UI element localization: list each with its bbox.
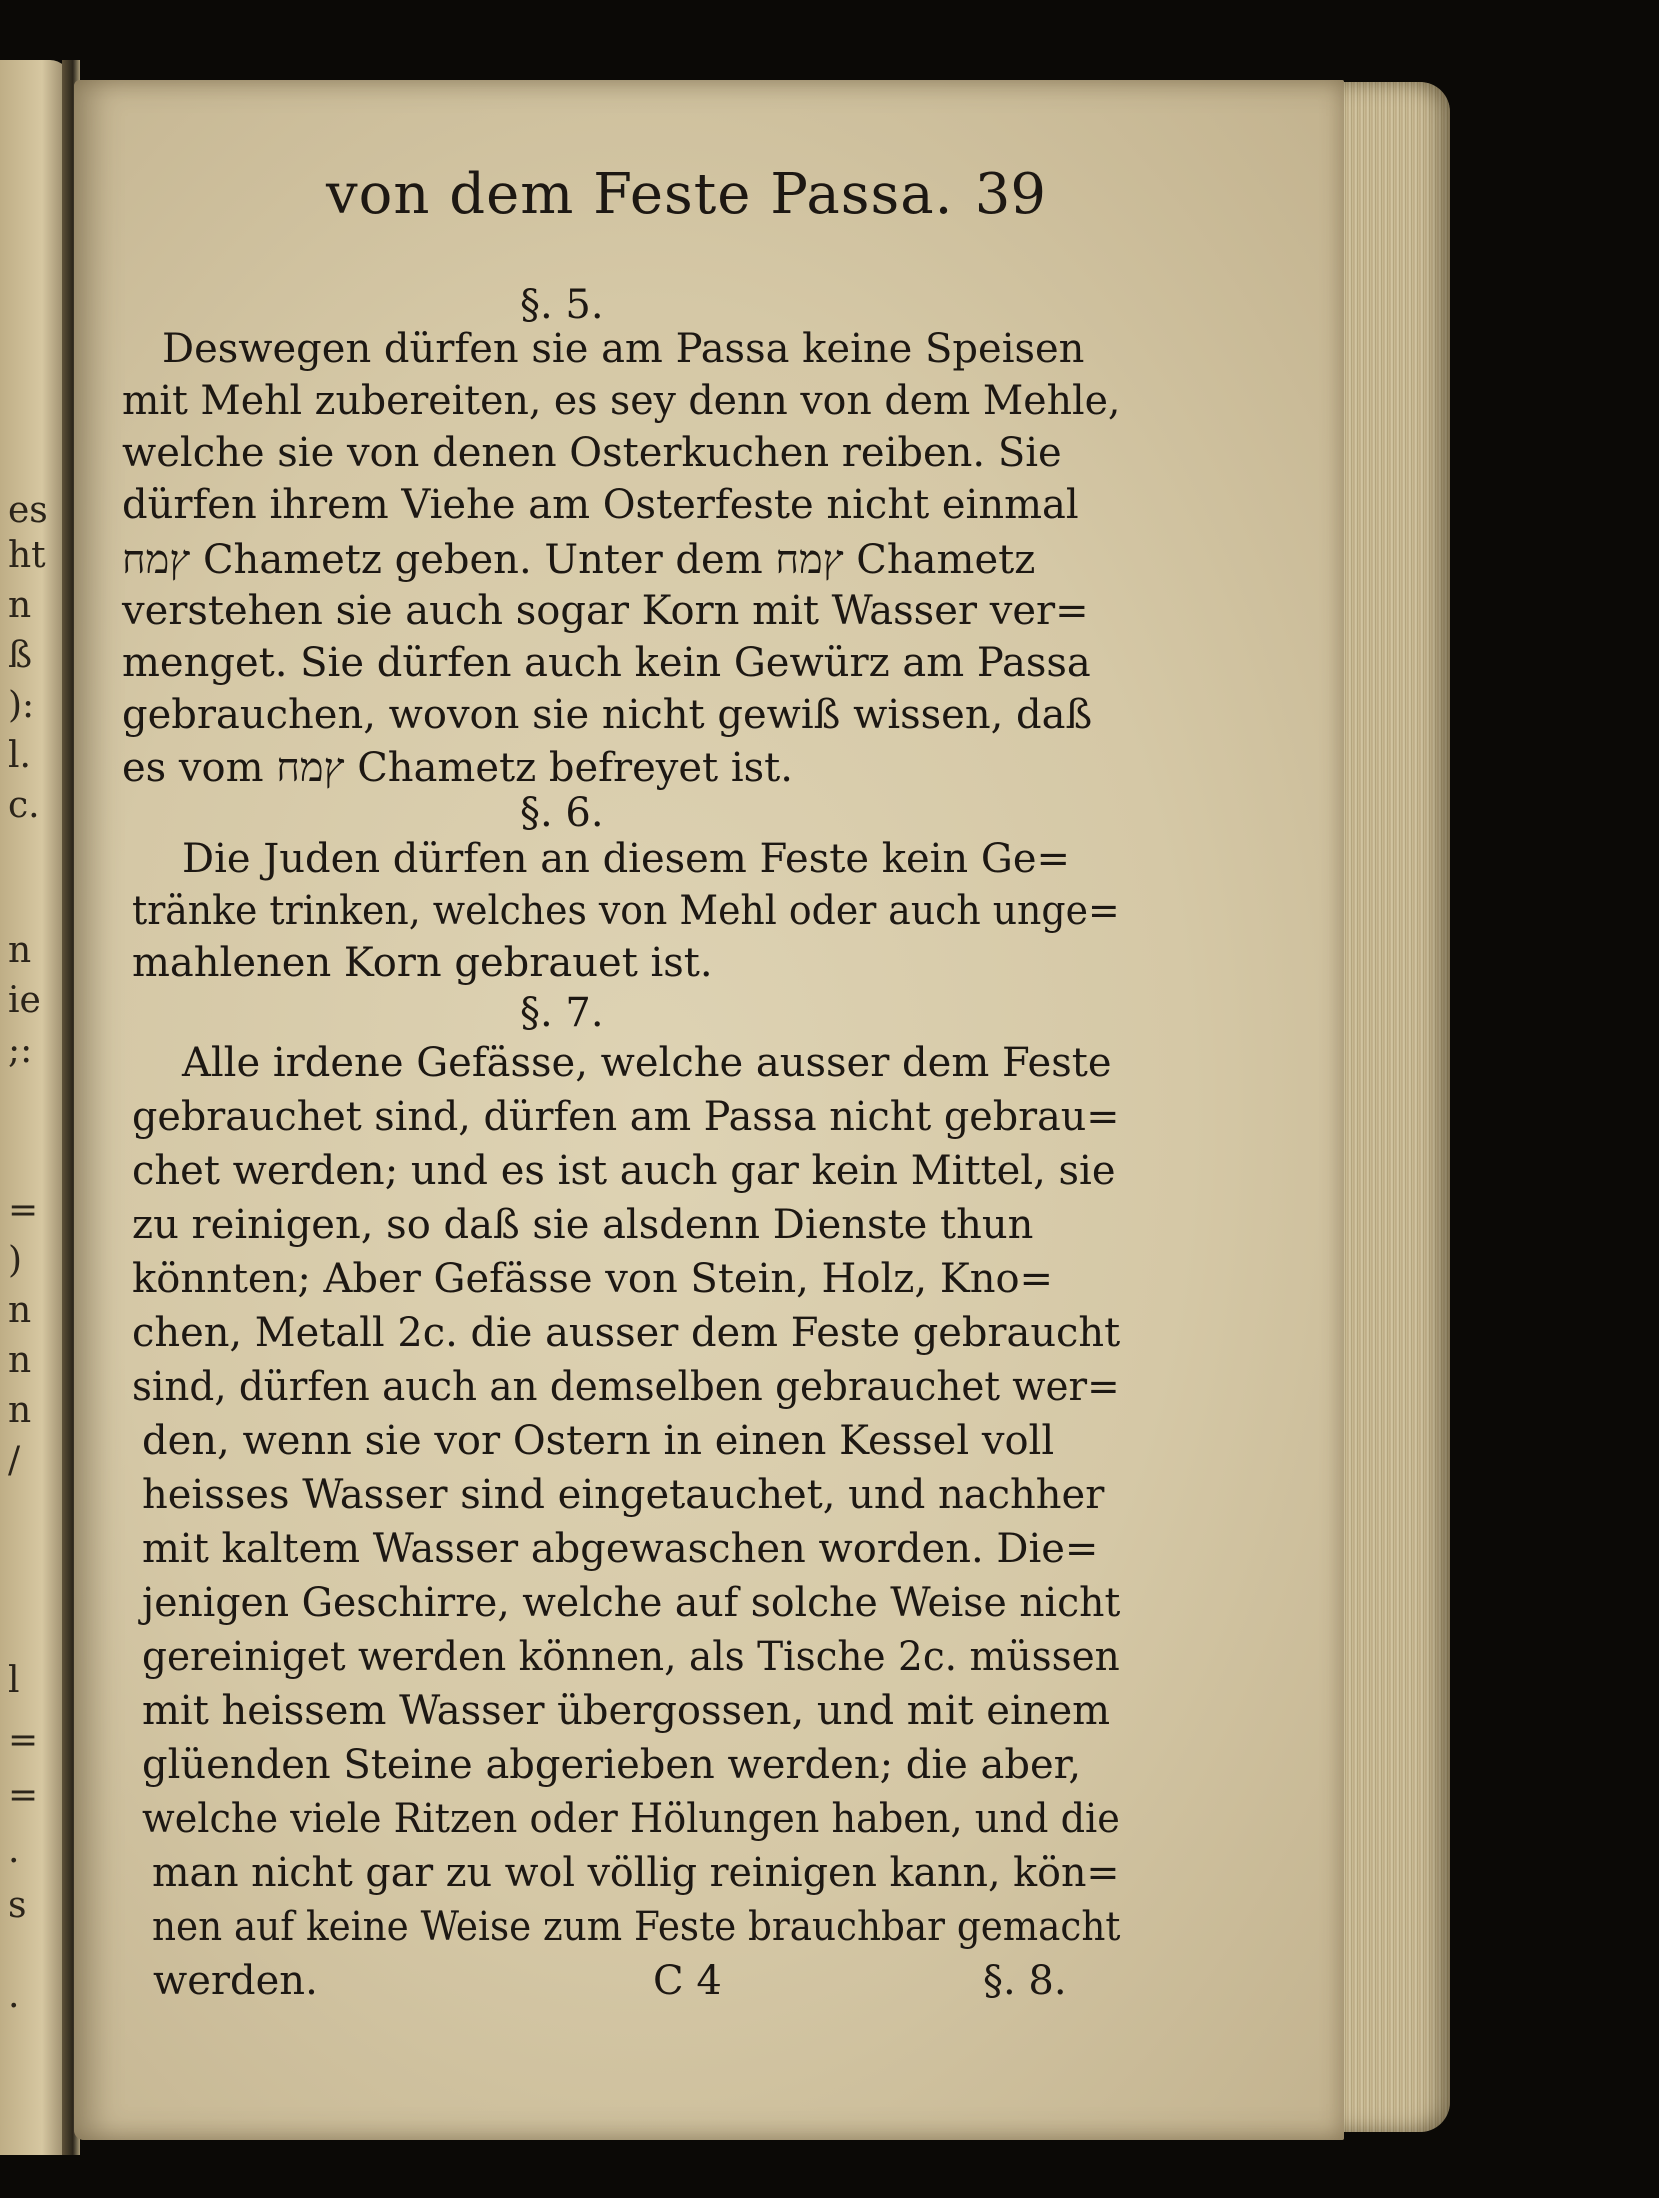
- fragment: .: [8, 1975, 20, 2016]
- fragment: .: [8, 1830, 20, 1871]
- text-line: verstehen sie auch sogar Korn mit Wasser ver=: [122, 588, 1089, 634]
- text-line: gereiniget werden können, als Tische 2c. müssen: [142, 1634, 1120, 1680]
- text-line: glüenden Steine abgerieben werden; die aber,: [142, 1742, 1082, 1788]
- text-line: zu reinigen, so daß sie alsdenn Dienste thun: [132, 1202, 1034, 1248]
- fragment: =: [8, 1720, 39, 1761]
- running-title: von dem Feste Passa.: [326, 162, 954, 227]
- fragment: n: [8, 1390, 32, 1431]
- text-line: chet werden; und es ist auch gar kein Mittel, sie: [132, 1148, 1116, 1194]
- text-line: gebrauchet sind, dürfen am Passa nicht gebrau=: [132, 1094, 1120, 1140]
- running-header: [326, 162, 1046, 232]
- text-line: könnten; Aber Gefässe von Stein, Holz, Kno=: [132, 1256, 1054, 1302]
- text-line: Deswegen dürfen sie am Passa keine Speisen: [162, 326, 1085, 372]
- fragment: l: [8, 1660, 20, 1701]
- fragment: n: [8, 585, 32, 626]
- text-line: menget. Sie dürfen auch kein Gewürz am Passa: [122, 640, 1091, 686]
- fragment: es: [8, 490, 48, 531]
- fragment: ie: [8, 980, 41, 1021]
- fragment: ;:: [8, 1030, 33, 1071]
- page-footer: [153, 1958, 1083, 2010]
- fragment: ):: [8, 685, 35, 726]
- text-line: mit kaltem Wasser abgewaschen worden. Die=: [142, 1526, 1099, 1572]
- text-line: man nicht gar zu wol völlig reinigen kann, kön=: [152, 1850, 1120, 1896]
- fragment: /: [8, 1440, 21, 1481]
- text-line: ץמח Chametz geben. Unter dem ץמח Chametz: [122, 537, 1036, 583]
- fragment: s: [8, 1885, 27, 1926]
- text-line: mahlenen Korn gebrauet ist.: [132, 940, 713, 986]
- text-line: chen, Metall 2c. die ausser dem Feste gebraucht: [132, 1310, 1121, 1356]
- fragment: l.: [8, 735, 31, 776]
- previous-page-edge: [0, 60, 70, 2155]
- fragment: =: [8, 1190, 39, 1231]
- text-line: heisses Wasser sind eingetauchet, und nachher: [142, 1472, 1105, 1518]
- signature-mark: C 4: [653, 1958, 722, 2004]
- fragment: c.: [8, 785, 40, 826]
- fragment: ): [8, 1240, 23, 1281]
- text-line: mit heissem Wasser übergossen, und mit einem: [142, 1688, 1111, 1734]
- text-line: den, wenn sie vor Ostern in einen Kessel voll: [142, 1418, 1055, 1464]
- fragment: n: [8, 930, 32, 971]
- text-line: jenigen Geschirre, welche auf solche Weise nicht: [142, 1580, 1121, 1626]
- fragment: =: [8, 1775, 39, 1816]
- section-heading: §. 6.: [520, 790, 604, 836]
- text-line: nen auf keine Weise zum Feste brauchbar gemacht: [152, 1904, 1121, 1950]
- text-line: welche sie von denen Osterkuchen reiben. Sie: [122, 430, 1062, 476]
- text-line: Die Juden dürfen an diesem Feste kein Ge=: [182, 836, 1071, 882]
- page-number: 39: [974, 162, 1046, 227]
- text-line: tränke trinken, welches von Mehl oder auch unge=: [132, 888, 1120, 934]
- fragment: ht: [8, 535, 46, 576]
- fragment: n: [8, 1340, 32, 1381]
- section-heading: §. 5.: [520, 282, 604, 328]
- section-heading: §. 7.: [520, 990, 604, 1036]
- text-line: mit Mehl zubereiten, es sey denn von dem Mehle,: [122, 378, 1121, 424]
- catchword-left: werden.: [153, 1958, 318, 2004]
- text-line: dürfen ihrem Viehe am Osterfeste nicht einmal: [122, 482, 1079, 528]
- text-line: welche viele Ritzen oder Hölungen haben, und die: [142, 1796, 1120, 1842]
- fragment: ß: [8, 635, 33, 676]
- text-line: gebrauchen, wovon sie nicht gewiß wissen, daß: [122, 692, 1093, 738]
- fragment: n: [8, 1290, 32, 1331]
- text-line: Alle irdene Gefässe, welche ausser dem Feste: [182, 1040, 1112, 1086]
- text-line: es vom ץמח Chametz befreyet ist.: [122, 745, 793, 791]
- catchword-right: §. 8.: [983, 1958, 1067, 2004]
- text-line: sind, dürfen auch an demselben gebrauchet wer=: [132, 1364, 1120, 1410]
